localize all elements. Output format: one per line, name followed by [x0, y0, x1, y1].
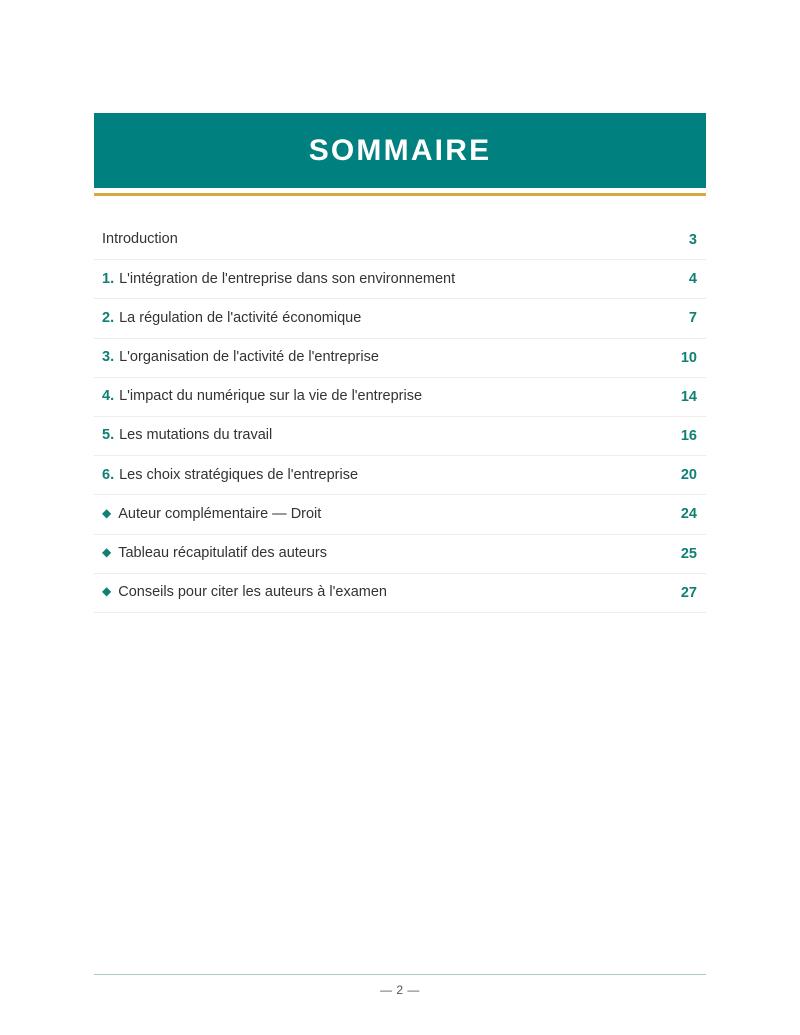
- toc-section-number: 1.: [102, 270, 115, 287]
- toc-entry-label: [102, 467, 358, 484]
- toc-entry-title: Les choix stratégiques de l'entreprise: [119, 466, 359, 483]
- toc-section-number: 5.: [102, 427, 115, 444]
- toc-page-number: 3: [688, 232, 697, 249]
- toc-row[interactable]: [94, 299, 706, 338]
- toc-entry-label: [102, 310, 361, 327]
- toc-row[interactable]: [94, 221, 706, 260]
- toc-entry-title: L'impact du numérique sur la vie de l'entreprise: [119, 388, 423, 405]
- toc-row[interactable]: [94, 535, 706, 574]
- toc-entry-label: [102, 271, 455, 288]
- toc-row[interactable]: [94, 574, 706, 613]
- footer-divider-rule: [94, 974, 706, 975]
- toc-entry-title: L'organisation de l'activité de l'entreprise: [119, 348, 379, 365]
- toc-entry-title: Conseils pour citer les auteurs à l'examen: [118, 584, 387, 601]
- toc-entry-title: L'intégration de l'entreprise dans son environnement: [119, 270, 456, 287]
- page-title: SOMMAIRE: [308, 133, 492, 167]
- footer-page-number: — 2 —: [380, 983, 420, 997]
- toc-row[interactable]: [94, 339, 706, 378]
- toc-page-number: 10: [680, 349, 697, 366]
- toc-section-number: 6.: [102, 466, 115, 483]
- toc-entry-label: [102, 231, 178, 248]
- toc-section-number: 3.: [102, 348, 115, 365]
- toc-entry-title: Introduction: [102, 231, 178, 248]
- sommaire-banner: [94, 113, 706, 188]
- toc-entry-title: Les mutations du travail: [119, 427, 273, 444]
- toc-page-number: 20: [680, 467, 697, 484]
- toc-page-number: 4: [688, 271, 697, 288]
- toc-row[interactable]: [94, 456, 706, 495]
- toc-page-number: 16: [680, 428, 697, 445]
- toc-entry-title: Auteur complémentaire — Droit: [118, 505, 322, 522]
- toc-entry-label: [102, 545, 327, 562]
- toc-page-number: 27: [680, 584, 697, 601]
- toc-entry-label: [102, 506, 321, 523]
- gold-divider-rule: [94, 193, 706, 196]
- toc-entry-label: [102, 388, 422, 405]
- toc-entry-title: La régulation de l'activité économique: [119, 309, 362, 326]
- table-of-contents: [94, 221, 706, 613]
- diamond-bullet-icon: ◆: [102, 544, 112, 559]
- diamond-bullet-icon: ◆: [102, 584, 112, 599]
- toc-page-number: 25: [680, 545, 697, 562]
- toc-page-number: 14: [680, 388, 697, 405]
- diamond-bullet-icon: ◆: [102, 505, 112, 520]
- toc-entry-label: [102, 349, 379, 366]
- toc-section-number: 2.: [102, 309, 115, 326]
- toc-row[interactable]: [94, 260, 706, 299]
- toc-row[interactable]: [94, 495, 706, 534]
- toc-entry-label: [102, 584, 387, 601]
- toc-page-number: 7: [688, 310, 697, 327]
- toc-section-number: 4.: [102, 388, 115, 405]
- toc-page-number: 24: [680, 506, 697, 523]
- toc-row[interactable]: [94, 417, 706, 456]
- toc-row[interactable]: [94, 378, 706, 417]
- toc-entry-title: Tableau récapitulatif des auteurs: [118, 544, 328, 561]
- toc-entry-label: [102, 427, 272, 444]
